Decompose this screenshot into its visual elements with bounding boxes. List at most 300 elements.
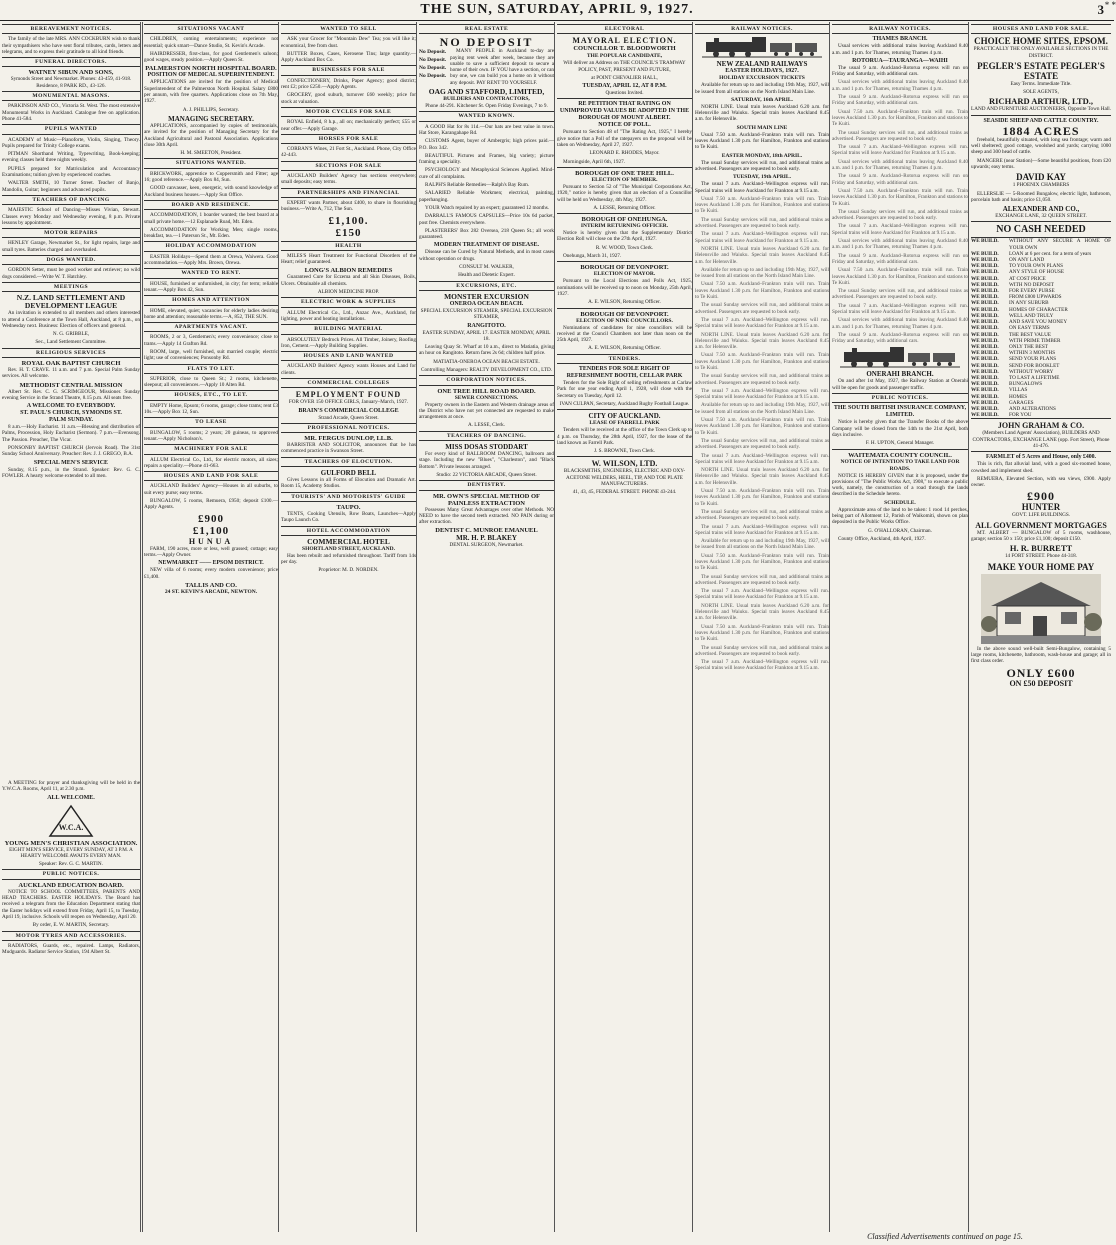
employment-text: FOR OVER 150 OFFICE GIRLS, January–March, 1927. xyxy=(288,399,409,406)
classified-ad: WALTER SMITH, 10 Turner Street. Teacher of Banjo, Mandolin, Guitar; beginners and advanced pupils. xyxy=(2,180,140,193)
we-build-label: WE BUILD. xyxy=(971,312,999,319)
corporation-title: ONE TREE HILL ROAD BOARD. xyxy=(437,387,536,395)
hospital-text: APPLICATIONS are invited for the position of Medical Superintendent of the Palmerston North Hospital. Salary £800 per annum, with free quarters. Applications close on 7th May, 1927. xyxy=(144,79,278,105)
classified-ad: GROCERY, good suburb, turnover £60 weekly; price for stock at valuation. xyxy=(281,92,416,105)
we-build-text: FROM £800 UPWARDS xyxy=(1009,294,1062,301)
borough-sub: INTERIM RETURNING OFFICER. xyxy=(580,223,669,230)
classified-ad: NEW villa of 6 rooms; every modern convenience; price £1,400. xyxy=(144,567,278,580)
section-heading: HORSES FOR SALE xyxy=(281,134,416,144)
section-heading: DOGS WANTED. xyxy=(2,255,140,265)
schedule-filler xyxy=(695,196,829,672)
railways-sub: EASTER HOLIDAYS, 1927. xyxy=(725,68,799,75)
insurance-title: THE SOUTH BRITISH INSURANCE COMPANY, LIMITED. xyxy=(833,405,967,419)
section-heading: MONUMENTAL MASONS. xyxy=(2,91,140,101)
city-signature: J. S. BROWNE, Town Clerk. xyxy=(594,448,655,455)
section-heading: SITUATIONS VACANT xyxy=(144,24,278,34)
professional-name: MR. FERGUS DUNLOP, LL.B. xyxy=(304,435,393,443)
schedule-text: The usual 7 a.m. Auckland–Wellington express will run. Special trains will leave Auckland for Frankton at 9.15 a.m. xyxy=(695,181,829,194)
education-signature: By order, E. W. MARTIN, Secretary. xyxy=(32,922,110,929)
we-build-text: ON EASY TERMS xyxy=(1009,325,1050,332)
we-build-label: WE BUILD. xyxy=(971,319,999,326)
we-build-label: WE BUILD. xyxy=(971,275,999,282)
schedule-text: NORTH LINE. Usual train leaves Auckland 6.20 a.m. for Helensville and Waiuku. Special train leaves Auckland 8.45 a.m. for Helensville. xyxy=(695,602,829,622)
classified-ad: HOUSE, furnished or unfurnished, in city; for term; reliable tenant.—Apply Box 42, Sun. xyxy=(144,280,278,293)
ywca-speaker: Speaker: Rev. G. C. MARTIN. xyxy=(39,861,103,868)
locomotive-icon xyxy=(840,346,960,368)
borough-signature: A. E. WILSON, Returning Officer. xyxy=(588,299,661,306)
managing-text: APPLICATIONS, accompanied by copies of testimonials, are invited for the position of Managing Secretary for the Auckland Agricultural and Pastoral Association. Applications close 30th April. xyxy=(144,122,278,148)
we-build-text: SEND FOR BOOKLET xyxy=(1009,362,1060,369)
we-build-text: SEND YOUR PLANS xyxy=(1009,356,1057,363)
schedule-text: Usual 7.50 a.m. Auckland–Frankton train will run. Train leaves Auckland 1.30 p.m. for Hamilton, Frankton and stations to Te Kuiti. xyxy=(695,623,829,643)
section-heading: TOURISTS' AND MOTORISTS' GUIDE xyxy=(281,492,416,502)
classified-ad: ROOM, large, well furnished, suit married couple; electric light; use of conveniences; Ponsonby Rd. xyxy=(144,348,278,362)
rating-signature: LEONARD E. RHODES, Mayor. xyxy=(589,150,660,157)
dancing-address: Studio: 22 VICTORIA ARCADE, Queen Street. xyxy=(436,471,537,478)
section-heading: PROFESSIONAL NOTICES. xyxy=(281,423,416,433)
burrett-name: H. R. BURRETT xyxy=(1009,543,1073,554)
column-6 xyxy=(695,22,830,1232)
classified-ad: RALPH'S Reliable Remedies—Ralph's Bay Rum. xyxy=(425,182,530,189)
masthead-stars: * * xyxy=(1104,0,1116,10)
tourists-text: TENTS, Cooking Utensils, Row Boats, Launches—Apply Taupo Launch Co. xyxy=(281,510,416,524)
waitemata-title: WAITEMATA COUNTY COUNCIL. xyxy=(832,449,968,459)
professional-text: BARRISTER AND SOLICITOR, announces that he has commenced practice in Swanson Street. xyxy=(281,442,416,455)
hunua-title: HUNUA xyxy=(188,536,234,546)
section-heading: MEETINGS xyxy=(2,282,140,292)
column-7 xyxy=(832,22,969,1232)
borough-title: BOROUGH OF DEVONPORT. xyxy=(557,308,692,318)
classified-ad: PUPILS prepared for Matriculation and Accountancy Examinations; tuition given by experienced coaches. xyxy=(2,165,140,179)
funeral-text: Symonds Street and Newmarket. Phones: 43-459, 41-918. Residence, 8 PARK RD., 43-126. xyxy=(10,76,132,89)
farmlet-title: FARMLET of 5 Acres and House, only £400. xyxy=(971,451,1111,461)
classified-ad: MAJESTIC School of Dancing—Misses Vivian, Stewart. Classes every Monday and Wednesday evening, 8 p.m. Private lessons by appointment. xyxy=(2,207,140,226)
schedule-text: Usual 7.50 a.m. Auckland–Frankton train will run. Train leaves Auckland 1.30 p.m. for Hamilton, Frankton and stations to Te Kuiti. xyxy=(695,352,829,371)
corporation-text: Property owners in the Eastern and Western drainage areas of the District who have not yet connected are requested to make arrangements at once. xyxy=(419,401,554,421)
education-text: NOTICE TO SCHOOL COMMITTEES, PARENTS AND HEAD TEACHERS. EASTER HOLIDAYS. The Board has received a telegram from the Education Department stating that the Easter holidays will extend from Friday, April 15, to Tuesday, April 19, inclusive. Schools will reopen on Wednesday, April 20. xyxy=(2,888,140,920)
branch-text: The usual Sunday services will run, and additional trains as advertised. Passengers are requested to book early. xyxy=(832,288,968,301)
schedule-text: The usual Sunday services will run, and additional trains as advertised. Passengers are requested to book early. xyxy=(695,302,829,315)
we-build-text: VILLAS xyxy=(1009,387,1028,394)
alexander-sub: EXCHANGE LANE, 32 QUEEN STREET. xyxy=(995,213,1087,220)
classified-ad: BUNGALOW, 5 rooms, Remuera, £950; deposit £100.—Apply Agents. xyxy=(144,498,278,511)
price-display: £900 xyxy=(198,512,224,525)
borough-sub: ELECTION OF NINE COUNCILLORS. xyxy=(576,317,673,324)
excursion-special: SPECIAL EXCURSION STEAMER, SPECIAL EXCURSION STEAMER, xyxy=(420,307,553,321)
section-heading: RELIGIOUS SERVICES xyxy=(2,348,140,358)
hotel-text: Has been rebuilt and refurnished throughout. Tariff from 14s per day. xyxy=(281,552,416,566)
we-build-list xyxy=(971,238,1111,418)
classified-ad: PLASTERERS' Box 282 Oversea, 218 Queen St.; all work guaranteed. xyxy=(419,227,554,241)
schedule-text: The usual Sunday services will run, and additional trains as advertised. Passengers are requested to book early. xyxy=(695,573,829,586)
section-heading: EXCURSIONS, ETC. xyxy=(419,281,554,291)
mayoral-title: MAYORAL ELECTION. xyxy=(572,36,677,46)
section-heading: HOUSES AND LAND WANTED xyxy=(281,351,416,361)
only-price: ONLY £600 xyxy=(1006,665,1076,680)
hotel-proprietor: Proprietor: M. D. NORDEN. xyxy=(318,567,379,574)
corporation-signature: A. LESSE, Clerk. xyxy=(467,422,506,429)
classified-ad: GOOD canvasser, keen, energetic, with sound knowledge of Auckland business houses.—Apply Sun Office. xyxy=(144,185,278,198)
we-build-text: WITH NO DEPOSIT xyxy=(1009,281,1054,288)
column-3 xyxy=(281,22,417,1232)
side-label: No Deposit. xyxy=(419,65,447,72)
graham-sub: (Members Land Agents' Association), BUILDERS AND CONTRACTORS, EXCHANGE LANE (opp. Fort Street), Phone 41-476. xyxy=(972,430,1110,449)
section-heading: PARTNERSHIPS AND FINANCIAL xyxy=(281,188,416,198)
section-heading: HOMES AND ATTENTION xyxy=(144,295,278,305)
hospital-sub: POSITION OF MEDICAL SUPERINTENDENT. xyxy=(147,72,275,79)
section-heading: PUBLIC NOTICES. xyxy=(832,393,968,403)
section-heading: HOUSES AND LAND FOR SALE xyxy=(144,471,278,481)
newmarket-title: NEWMARKET —— EPSOM DISTRICT. xyxy=(158,560,264,567)
branch-text: The usual Sunday services will run, and additional trains as advertised. Passengers are requested to book early. xyxy=(832,129,968,142)
firm-name: OAG AND STAFFORD, LIMITED, xyxy=(428,87,545,97)
church-text: PONSONBY BAPTIST CHURCH (Jervois Road). The 31st Sunday School Anniversary. Preacher: Rev. J. J. GREGO, B.A. xyxy=(2,445,140,458)
david-name: DAVID KAY xyxy=(1016,172,1066,183)
wilson-text: BLACKSMITHS, ENGINEERS, ELECTRIC AND OXY-ACETONE WELDERS, HEEL, TIP, AND TOE PLATE MANUFACTURERS. xyxy=(563,468,686,487)
city-sub: LEASE OF FARRELL PARK xyxy=(589,420,660,427)
we-build-text: WITH PRIME TIMBER xyxy=(1009,337,1061,344)
classified-ad: ASK your Grocer for "Mountain Dew" Tea; you will like it; economical, free from dust. xyxy=(281,36,416,49)
no-deposit-text: MANY PEOPLE in Auckland to-day are paying rent week after week, because they are unable to save a sufficient deposit to secure a home of their own. IF YOU have a section, or can buy one, we can build you a home on it without any deposit. PAY RENT TO YOURSELF. xyxy=(450,48,554,86)
schedule-text: The usual 7 a.m. Auckland–Wellington express will run. Special trains will leave Auckland for Frankton at 9.15 a.m. xyxy=(695,452,829,465)
schedule-text: Usual 7.50 a.m. Auckland–Frankton train will run. Train leaves Auckland 1.30 p.m. for Hamilton, Frankton and stations to Te Kuiti. xyxy=(695,417,829,436)
page-number: 3 xyxy=(1097,2,1104,17)
church-title: METHODIST CENTRAL MISSION xyxy=(19,381,123,389)
borough-sub: ELECTION OF MEMBER. xyxy=(591,176,658,183)
section-heading: SITUATIONS WANTED. xyxy=(144,158,278,168)
we-build-label: WE BUILD. xyxy=(971,399,999,406)
section-heading: HOTEL ACCOMMODATION xyxy=(281,526,416,536)
we-build-label: WE BUILD. xyxy=(971,362,999,369)
we-build-label: WE BUILD. xyxy=(971,300,999,307)
schedule-text: Available for return up to and including 19th May, 1927, will be issued from all stations on the North Island Main Line. xyxy=(695,538,829,551)
schedule-text: NORTH LINE. Usual train leaves Auckland 6.20 a.m. for Helensville and Waiuku. Special train leaves Auckland 8.45 a.m. for Helensville. xyxy=(695,103,829,123)
make-title: MAKE YOUR HOME PAY xyxy=(987,561,1095,572)
we-build-text: THE BEST VALUE xyxy=(1009,331,1052,338)
tender-text: Tenders for the Sole Right of selling refreshments at Carlaw Park for one year ending April 1, 1928, will close with the Secretary on Tuesday, April 12. xyxy=(557,380,692,399)
modern-role: Health and Dietetic Expert. xyxy=(458,272,515,279)
classified-ad: AUCKLAND Builders' Agency wants Houses and Land for clients. xyxy=(281,363,416,376)
we-build-label: WE BUILD. xyxy=(971,250,999,257)
borough-signature: A. E. WILSON, Returning Officer. xyxy=(588,345,661,352)
candidate-sub: THE POPULAR CANDIDATE, xyxy=(586,53,663,60)
classified-ad: ALLUM Electrical Co., Ltd., for electric motors, all sizes; repairs a speciality.—Phone 41-663. xyxy=(144,456,278,469)
agents-label: SOLE AGENTS, xyxy=(1023,89,1059,96)
rating-place: Morningside, April 6th, 1927. xyxy=(563,158,625,165)
section-heading: BUSINESSES FOR SALE xyxy=(281,65,416,75)
college-name: BRAIN'S COMMERCIAL COLLEGE xyxy=(298,407,399,414)
classified-ad: CHILDREN, coming entertainments; experience not essential; quick smart—Dance Studio, St. Kevin's Arcade. xyxy=(144,36,278,49)
bereavement-notice: The family of the late MRS. ANN COCKBURN wish to thank their sympathisers who have sent floral tributes, cards, letters and telegrams, and to express their gratitude to all kind friends. xyxy=(2,36,140,55)
schedule-line: SOUTH MAIN LINE xyxy=(736,124,788,131)
tallis-name: TALLIS AND CO. xyxy=(185,581,237,589)
address-at: at POINT CHEVALIER HALL, xyxy=(591,74,658,81)
column-spacer xyxy=(142,22,143,1232)
branch-text: The usual 9 a.m. Auckland–Rotorua express will run on Friday and Saturday, with additional cars. xyxy=(832,94,968,107)
schedule-text: Usual 7.50 a.m. Auckland–Frankton train will run. Train leaves Auckland 1.30 p.m. for Hamilton, Frankton and stations to Te Kuiti. xyxy=(695,552,829,572)
meeting-role: Sec., Land Settlement Committee. xyxy=(35,339,107,346)
section-heading: TO LEASE xyxy=(144,417,278,427)
we-build-label: WE BUILD. xyxy=(971,393,999,400)
classified-ad: SALARIED Reliable Workmen; electrical, painting, paperhanging. xyxy=(419,190,554,203)
dentistry-text: Possesses Many Great Advantages over other Methods. NO NEED to have the second teeth extracted. NO PAIN during or after extraction. xyxy=(419,506,554,526)
we-build-text: HOMES OF CHARACTER xyxy=(1009,306,1068,313)
waitemata-signature: G. O'HALLORAN, Chairman. xyxy=(868,527,932,534)
we-build-label: WE BUILD. xyxy=(971,350,999,357)
church-text: Sunday, 8.15 p.m., in the Strand. Speaker: Rev. G. C. FOWLER. A hearty welcome extended to all men. xyxy=(2,466,140,479)
waitemata-clerk: County Office, Auckland, 4th April, 1927. xyxy=(838,535,926,542)
dancing-text: For every kind of BALLROOM DANCING, ballroom and stage. Including the new "Blues", "Charleston", and "Black Bottom". Private lessons arranged. xyxy=(419,451,554,470)
schedule-text: The usual 7 a.m. Auckland–Wellington express will run. Special trains will leave Auckland for Frankton at 9.15 a.m. xyxy=(695,231,829,244)
railways-holiday: HOLIDAY EXCURSION TICKETS xyxy=(719,75,805,82)
excursion-leaving: Leaving Quay St. Wharf at 10 a.m., direct to Matiatia, giving an hour on Rangitoto. Return fares 2s 6d; children half price. xyxy=(419,344,554,357)
waitemata-sub: NOTICE OF INTENTION TO TAKE LAND FOR ROADS. xyxy=(840,458,960,472)
wilson-name: W. WILSON, LTD. xyxy=(557,456,692,468)
section-heading: RAILWAY NOTICES. xyxy=(695,24,829,34)
we-build-label: WE BUILD. xyxy=(971,263,999,270)
classified-ad: ELLERSLIE — 5-Roomed Bungalow, electric light, bathroom, porcelain bath and basin; price £1,050. xyxy=(971,190,1111,203)
branch-text: The usual Sunday services will run, and additional trains as advertised. Passengers are requested to book early. xyxy=(832,208,968,222)
we-build-label: WE BUILD. xyxy=(971,405,999,412)
meeting-title: N.Z. LAND SETTLEMENT AND DEVELOPMENT LEAGUE xyxy=(16,293,126,311)
section-heading: MOTOR TYRES AND ACCESSORIES. xyxy=(2,931,140,941)
branch-text: Usual 7.50 a.m. Auckland–Frankton train will run. Train leaves Auckland 1.30 p.m. for Hamilton, Frankton and stations to Te Kuiti. xyxy=(832,267,968,286)
classified-ad: YOUR Watch repaired by an expert; guaranteed 12 months. xyxy=(425,204,550,211)
classified-ad: EXPERT wants Partner, about £400, to share in flourishing business.—Write A, 712, The Sun. xyxy=(281,199,416,213)
excursion-place2: RANGITOTO. xyxy=(467,322,506,329)
locomotive-icon xyxy=(702,36,822,58)
section-heading: BUILDING MATERIAL xyxy=(281,324,416,334)
insurance-text: Notice is hereby given that the Transfer Books of the above Company will be closed from the 14th to the 21st April, both days inclusive. xyxy=(832,419,968,438)
section-heading: HOUSES, ETC., TO LET. xyxy=(144,390,278,400)
schedule-text: The usual Sunday services will run, and additional trains as advertised. Passengers are requested to book early. xyxy=(695,644,829,657)
branch-title: THAMES BRANCH. xyxy=(872,36,928,43)
section-heading: MOTOR REPAIRS xyxy=(2,228,140,238)
classified-ad: SUPERIOR, close to Queen St.; 2 rooms, kitchenette, sleepout; all conveniences.—Apply 10 Alten Rd. xyxy=(144,375,278,389)
we-build-label: WE BUILD. xyxy=(971,281,999,288)
section-heading: APARTMENTS VACANT. xyxy=(144,322,278,332)
branch-text: Usual services with additional trains leaving Auckland 8.40 a.m. and 1 p.m. for Thames, returning Thames 4 p.m. xyxy=(832,79,968,92)
classified-ad: A GOOD Hat for 8s 11d.—Our hats are best value in town. Hat Store, Karangahape Rd. xyxy=(419,123,554,136)
borough-title: BOROUGH OF DEVONPORT. xyxy=(557,261,692,271)
schedule-text: Available for return up to and including 19th May, 1927, will be issued from all stations on the North Island Main Line. xyxy=(695,402,829,415)
church-sub: PALM SUNDAY. xyxy=(48,417,94,424)
rating-title: RE PETITION THAT RATING ON UNIMPROVED VALUES BE ADOPTED IN THE BOROUGH OF MOUNT ALBERT. xyxy=(557,98,692,122)
schedule-text: The usual 7 a.m. Auckland–Wellington express will run. Special trains will leave Auckland for Frankton at 9.15 a.m. xyxy=(695,316,829,330)
section-heading: MACHINERY FOR SALE xyxy=(144,444,278,454)
we-build-text: AND SAVE YOU MONEY xyxy=(1009,319,1068,326)
we-build-label: WE BUILD. xyxy=(971,238,999,245)
classified-ad: BUNGALOW, 5 rooms; 2 years; 20 guineas, to approved tenant.—Apply Nicholson's. xyxy=(144,429,278,442)
we-build-text: ANY STYLE OF HOUSE xyxy=(1009,269,1064,276)
we-build-text: ONLY THE BEST xyxy=(1009,343,1048,350)
city-title: CITY OF AUCKLAND. xyxy=(557,409,692,420)
education-title: AUCKLAND EDUCATION BOARD. xyxy=(18,881,124,889)
schedule-text: Usual 7.50 a.m. Auckland–Frankton train will run. Train leaves Auckland 1.30 p.m. for Hamilton, Frankton and stations to Te Kuiti. xyxy=(695,131,829,151)
classified-ad: PSYCHOLOGY and Metaphysical Sciences Applied. Mind-cure of all complaints. xyxy=(419,167,554,180)
section-heading: ELECTORAL xyxy=(557,24,692,34)
railways-text: Available for return up to and including 19th May, 1927, will be issued from all stations on the North Island Main Line. xyxy=(695,82,829,95)
easy-terms: Easy Terms. Immediate Title. xyxy=(1010,80,1072,87)
dentist-name: MR. H. P. BLAKEY xyxy=(456,534,517,543)
ywca-text: EIGHT MEN'S SERVICE, EVERY SUNDAY, AT 3 P.M. A HEARTY WELCOME AWAITS EVERY MAN. xyxy=(9,846,133,859)
schedule-text: NORTH LINE. Usual train leaves Auckland 6.20 a.m. for Helensville and Waiuku. Special train leaves Auckland 8.45 a.m. for Helensville. xyxy=(695,331,829,351)
borough-text: Pursuant to Section 52 of "The Municipal Corporations Act, 1920," notice is hereby given that an election of a Councillor will be held on Wednesday, 4th May, 1927. xyxy=(557,183,692,203)
address-date: TUESDAY, APRIL 12, AT 8 P.M. xyxy=(582,83,667,90)
classified-ad: CORBAN'S Wines, 21 Fort St., Auckland. Phone, City Office 42-443. xyxy=(281,146,416,159)
we-build-text: FOR YOU xyxy=(1009,412,1032,419)
hospital-signature: A. J. PHILLIPS, Secretary. xyxy=(182,106,240,113)
schedule-day: EASTER MONDAY, 18th APRIL. xyxy=(721,152,803,159)
classified-ad: MANGERE (near Station)—Some beautiful positions, from £20 upwards; easy terms. xyxy=(971,157,1111,170)
we-build-label: WE BUILD. xyxy=(971,387,999,394)
section-heading: TEACHERS OF ELOCUTION. xyxy=(281,457,416,467)
we-build-label: WE BUILD. xyxy=(971,368,999,375)
section-heading: TENDERS. xyxy=(557,354,692,364)
branch-text: Usual services with additional trains leaving Auckland 8.40 a.m. and 1 p.m. for Thames, returning Thames 4 p.m. xyxy=(832,43,968,56)
classified-ad: ACADEMY of Music—Pianoforte, Violin, Singing, Theory. Pupils prepared for Trinity College exams. xyxy=(2,136,140,149)
we-build-label: WE BUILD. xyxy=(971,294,999,301)
college-address: Strand Arcade, Queen Street. xyxy=(318,414,379,421)
borough-text: Notice is hereby given that the Supplementary District Election Roll will close on the 27th April, 1927. xyxy=(557,230,692,243)
price-display: £150 xyxy=(335,226,362,239)
column-4 xyxy=(419,22,555,1232)
schedule-text: The usual 7 a.m. Auckland–Wellington express will run. Special trains will leave Auckland for Frankton at 9.15 a.m. xyxy=(695,523,829,536)
ywca-title: YOUNG MEN'S CHRISTIAN ASSOCIATION. xyxy=(4,839,138,847)
we-build-text: LOAN at 6 per cent. for a term of years xyxy=(1009,250,1092,257)
we-build-text: WITHOUT ANY SECURE A HOME OF YOUR OWN xyxy=(1009,238,1111,251)
tender-title: TENDERS FOR SOLE RIGHT OF REFRESHMENT BOOTH, CELLAR PARK xyxy=(566,366,683,380)
branch-text: The usual 7 a.m. Auckland–Wellington express will run. Special trains will leave Auckland for Frankton at 9.15 a.m. xyxy=(832,302,968,315)
excursion-title: MONSTER EXCURSION xyxy=(444,291,529,301)
price-display: £1,100. xyxy=(328,214,369,227)
elocution-name: GULFORD BELL xyxy=(320,469,377,478)
price-display: £1,100 xyxy=(192,524,230,537)
church-title: ST. PAUL'S CHURCH, SYMONDS ST. xyxy=(20,410,122,417)
section-heading: HOLIDAY ACCOMMODATION xyxy=(144,241,278,251)
classified-ad: PITMAN Shorthand Writing, Typewriting, Book-keeping; evening classes held three nights weekly. xyxy=(2,151,140,164)
section-heading: WANTED KNOWN. xyxy=(419,111,554,121)
david-sub: 1 PHOENIX CHAMBERS xyxy=(1012,182,1070,189)
church-text: Albert St. Rev. C. G. SCRIMGEOUR, Missioner. Sunday evening Service in the Strand Theatre, 8.15 p.m. All seats free. xyxy=(2,388,140,401)
section-heading: BEREAVEMENT NOTICES. xyxy=(2,24,140,34)
schedule-text: The usual Sunday services will run, and additional trains as advertised. Passengers are requested to book early. xyxy=(695,437,829,451)
we-build-label: WE BUILD. xyxy=(971,381,999,388)
section-heading: HEALTH xyxy=(281,241,416,251)
we-build-label: WE BUILD. xyxy=(971,306,999,313)
rating-poll: NOTICE OF POLL. xyxy=(598,122,651,129)
branch-text: Usual 7.50 a.m. Auckland–Frankton train will run. Train leaves Auckland 1.30 p.m. for Hamilton, Frankton and stations to Te Kuiti. xyxy=(832,108,968,128)
branch-text: The usual 9 a.m. Auckland–Rotorua express will run on Friday and Saturday, with additional cars. xyxy=(832,64,968,78)
we-build-label: WE BUILD. xyxy=(971,337,999,344)
we-build-text: FOR EVERY PURSE xyxy=(1009,288,1055,295)
classified-ad: ACCOMMODATION for Working Men; single rooms, breakfast, tea.—1 Paterson St., Mt. Eden. xyxy=(144,226,278,240)
we-build-text: WITHIN 3 MONTHS xyxy=(1009,350,1056,357)
section-heading: SECTIONS FOR SALE xyxy=(281,161,416,171)
hunter-sub: GOVT. LIFE BUILDINGS. xyxy=(1011,512,1071,519)
excursion-signature: Controlling Managers: REALTY DEVELOPMENT CO., LTD. xyxy=(420,366,553,373)
councillor-name: COUNCILLOR T. BLOODWORTH xyxy=(573,45,676,53)
schedule-text: Available for return up to and including 19th May, 1927, will be issued from all stations on the North Island Main Line. xyxy=(695,266,829,280)
schedule-text: Usual 7.50 a.m. Auckland–Frankton train will run. Train leaves Auckland 1.30 p.m. for Hamilton, Frankton and stations to Te Kuiti. xyxy=(695,195,829,215)
rating-text: Pursuant to Section 48 of "The Rating Act, 1925," I hereby give notice that a Poll of the ratepayers on the proposal will be taken on Wednesday, April 27, 1927. xyxy=(557,129,692,149)
side-label: No Deposit. xyxy=(419,57,447,64)
dentist-name: DENTIST C. MUNROE EMANUEL xyxy=(435,527,538,535)
deposit-label: ON £50 DEPOSIT xyxy=(1009,678,1073,688)
classified-ad: MILES'S Heart Treatment for Functional Disorders of the Heart; relief guaranteed. xyxy=(281,252,416,266)
we-build-label: WE BUILD. xyxy=(971,269,999,276)
meeting-text: An invitation is extended to all members and others interested to attend a Conference at the Town Hall, Auckland, at 8 p.m., on Wednesday next. Business: Election of officers and general. xyxy=(2,310,140,329)
borough-signature: R. W. WOOD, Town Clerk. xyxy=(595,244,654,251)
church-text: Rev. H. T. CRAVE. 11 a.m. and 7 p.m. Special Palm Sunday services. All welcome. xyxy=(2,366,140,380)
we-build-label: WE BUILD. xyxy=(971,412,999,419)
ywca-emblem-icon xyxy=(48,804,94,838)
classified-ad: ACCOMMODATION, 1 boarder wanted; the best board at a small private home.—12 Esplanade Road, Mt. Eden. xyxy=(144,212,278,225)
address-text: Will deliver an Address on THE COUNCIL'S TRAMWAY POLICY, PAST, PRESENT AND FUTURE, xyxy=(563,60,686,73)
we-build-text: GARAGES xyxy=(1009,399,1034,406)
continued-note: Classified Advertisements continued on page 15. xyxy=(867,1232,1023,1241)
hotel-name: COMMERCIAL HOTEL xyxy=(307,536,390,546)
excursion-place: ONEROA OCEAN BEACH. xyxy=(449,300,524,307)
classified-ad: ROOMS, 2 or 3, Gentlemen's; every convenience; close to trams.—Apply 14 Grafton Rd. xyxy=(144,334,278,347)
branch-text: Usual services with additional trains leaving Auckland 8.40 a.m. and 1 p.m. for Thames, returning Thames 4 p.m. xyxy=(832,238,968,251)
branch-title: ROTORUA—TAURANGA—WAIHI xyxy=(852,57,948,64)
peglers-title: PEGLER'S ESTATE PEGLER'S ESTATE xyxy=(977,60,1105,81)
schedule-title: SCHEDULE. xyxy=(884,499,916,506)
railways-title: NEW ZEALAND RAILWAYS xyxy=(716,60,808,69)
we-build-row xyxy=(971,238,1111,250)
section-heading: REAL ESTATE xyxy=(419,24,554,34)
tourists-title: TAUPO. xyxy=(336,503,361,511)
dancing-name: MISS DOSAS STODDART xyxy=(445,443,528,452)
section-heading: DENTISTRY. xyxy=(419,480,554,490)
column-1-lower xyxy=(2,780,141,1232)
section-heading: MOTOR CYCLES FOR SALE xyxy=(281,107,416,117)
employment-title: EMPLOYMENT FOUND xyxy=(295,390,402,400)
schedule-text: Approximate area of the land to be taken: 1 rood 14 perches, being part of Allotment 12, Parish of Waikomiti, shown on plan deposited in the Public Works Office. xyxy=(832,506,968,526)
we-build-text: TO LAST A LIFETIME xyxy=(1009,374,1060,381)
classified-ad: ALLUM Electrical Co., Ltd., Anzac Ave., Auckland, for lighting, power and heating installations. xyxy=(281,309,416,322)
branch-title: ONERAHI BRANCH. xyxy=(866,370,934,379)
classified-ad: BEAUTIFUL Pictures and Frames, big variety; picture framing a speciality. xyxy=(419,152,554,166)
borough-text: Nominations of candidates for nine councillors will be received at the Council Chambers not later than noon on the 25th April, 1927. xyxy=(557,324,692,344)
ywca-emblem-text: W.C.A. xyxy=(58,822,84,832)
wilson-address: 41, 43, 45, FEDERAL STREET. PHONE 43-244. xyxy=(572,489,677,496)
elocution-text: Gives Lessons in all Forms of Elocution and Dramatic Art. Room 15, Academy Studios. xyxy=(281,477,416,490)
section-heading: TEACHERS OF DANCING xyxy=(2,195,140,205)
house-illustration-icon xyxy=(981,574,1101,644)
managing-signature: H. M. SMEETON, President. xyxy=(180,150,242,157)
classified-ad: MT. ALBERT — BUNGALOW of 5 rooms, washhouse, garage; section 50 x 150; price £1,100; deposit £150. xyxy=(971,529,1111,543)
we-build-label: WE BUILD. xyxy=(971,343,999,350)
excursion-estate: MATIATIA-ONEROA OCEAN BEACH ESTATE. xyxy=(433,358,540,365)
insurance-signature: F. H. UPTON, General Manager. xyxy=(865,440,935,447)
borough-place: Onehunga, March 31, 1927. xyxy=(563,253,622,260)
section-heading: TEACHERS OF DANCING. xyxy=(419,431,554,441)
schedule-text: The usual 7 a.m. Auckland–Wellington express will run. Special trains will leave Auckland for Frankton at 9.15 a.m. xyxy=(695,588,829,601)
classified-ad: BUTTER Boxes, Cases, Kerosene Tins; large quantity.—Apply Auckland Box Co. xyxy=(281,50,416,64)
classified-ad: GORDON Setter, must be good worker and retriever; no wild dogs considered.—Write W. T. Hatchley. xyxy=(2,267,140,280)
branch-filler xyxy=(832,79,968,344)
classified-ad: ABSOLUTELY Bedrock Prices. All Timber, Joinery, Roofing Iron, Cement.—Apply Building Supplies. xyxy=(281,336,416,349)
funeral-name: WATNEY SIBUN AND SONS, xyxy=(28,69,114,77)
no-deposit-side xyxy=(419,48,447,88)
address-questions: Questions Invited. xyxy=(605,90,644,97)
classified-ad: EMPTY Home, Epsom; 6 rooms, garage; close trams; rent £3 10s.—Apply Box 12, Sun. xyxy=(144,402,278,416)
church-welcome: A WELCOME TO EVERYBODY. xyxy=(26,403,116,410)
firm-address: Phone 44-291. Kitchener St. Open Friday Evenings, 7 to 9. xyxy=(425,103,548,110)
classified-ad: AUCKLAND Builders' Agency has sections everywhere; small deposits; easy terms. xyxy=(281,173,416,186)
